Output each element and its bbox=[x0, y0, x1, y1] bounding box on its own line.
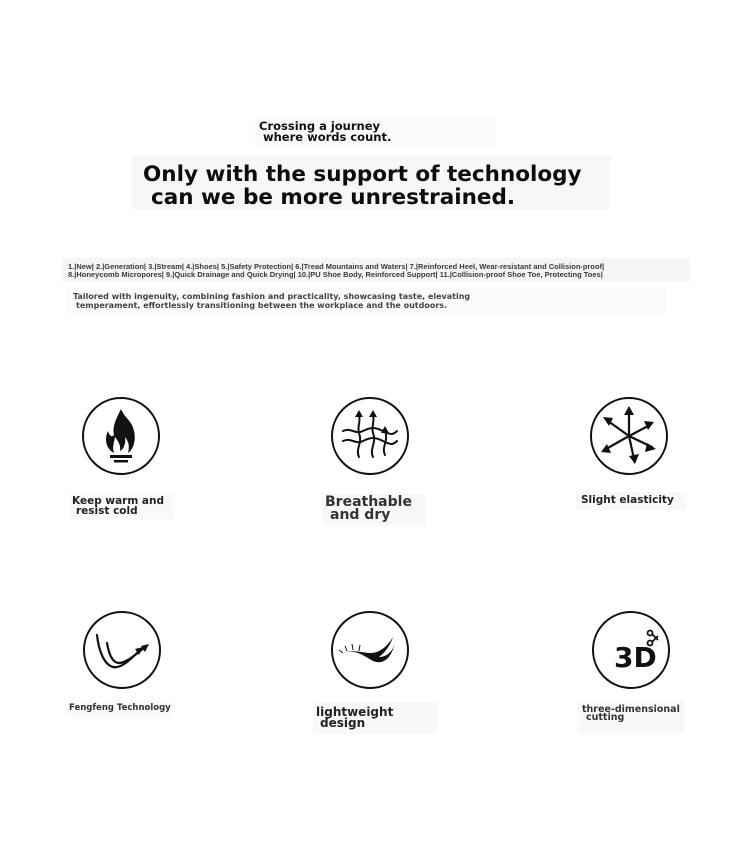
elasticity-label-line-1: Slight elasticity bbox=[581, 494, 674, 506]
3d-cutting-icon bbox=[594, 613, 668, 687]
warmth-label-line-2: resist cold bbox=[76, 505, 138, 517]
breathable-label-line-2: and dry bbox=[330, 507, 391, 523]
fengfeng-label-line-1: Fengfeng Technology bbox=[69, 703, 171, 713]
description-line-2: temperament, effortlessly transitioning between the workplace and the outdoors. bbox=[76, 301, 448, 310]
elasticity-feature-badge bbox=[590, 397, 668, 475]
headline bbox=[133, 156, 610, 210]
product-description bbox=[66, 288, 666, 314]
svg-text:3D: 3D bbox=[614, 641, 657, 674]
breathable-feature-badge bbox=[331, 397, 409, 475]
tagline bbox=[255, 118, 495, 146]
lightweight-label-line-2: design bbox=[320, 716, 366, 730]
breathable-label-line-1: Breathable bbox=[325, 494, 412, 510]
breathable-feature-label bbox=[322, 494, 426, 524]
3d-cutting-feature-label bbox=[578, 701, 684, 733]
warmth-feature-label bbox=[70, 493, 174, 519]
3d-cutting-feature-badge bbox=[592, 611, 670, 689]
headline-line-1: Only with the support of technology bbox=[143, 162, 582, 187]
feather-icon bbox=[333, 613, 407, 687]
headline-line-2: can we be more unrestrained. bbox=[151, 185, 516, 210]
breathable-waves-icon bbox=[333, 399, 407, 473]
elasticity-feature-label bbox=[576, 492, 686, 510]
warmth-feature-badge bbox=[82, 397, 160, 475]
3d-cutting-label-line-1: three-dimensional bbox=[582, 704, 680, 715]
flying-wing-icon bbox=[85, 613, 159, 687]
3d-cutting-label-line-2: cutting bbox=[586, 712, 625, 723]
fengfeng-feature-label bbox=[66, 701, 172, 717]
flame-icon bbox=[84, 399, 158, 473]
description-line-1: Tailored with ingenuity, combining fashion and practicality, showcasing taste, elevating bbox=[73, 292, 471, 301]
warmth-label-line-1: Keep warm and bbox=[72, 495, 165, 507]
expanding-arrows-icon bbox=[592, 399, 666, 473]
lightweight-feature-label bbox=[313, 702, 437, 734]
tagline-line-2: where words count. bbox=[263, 130, 392, 144]
lightweight-feature-badge bbox=[331, 611, 409, 689]
tagline-line-1: Crossing a journey bbox=[259, 119, 381, 133]
feature-list-line-1: 1.|New| 2.|Generation| 3.|Stream| 4.|Shoes| 5.|Safety Protection| 6.|Tread Mountains and Waters| 7.|Reinforced Heel, Wear-resistant and Collision-proof| bbox=[68, 262, 605, 271]
feature-list-line-2: 8.|Honeycomb Micropores| 9.|Quick Drainage and Quick Drying| 10.|PU Shoe Body, Reinforced Support| 11.|Collision-proof Shoe Toe, Protecting Toes| bbox=[68, 270, 603, 279]
feature-list bbox=[62, 258, 690, 282]
fengfeng-feature-badge bbox=[83, 611, 161, 689]
lightweight-label-line-1: lightweight bbox=[316, 705, 394, 719]
